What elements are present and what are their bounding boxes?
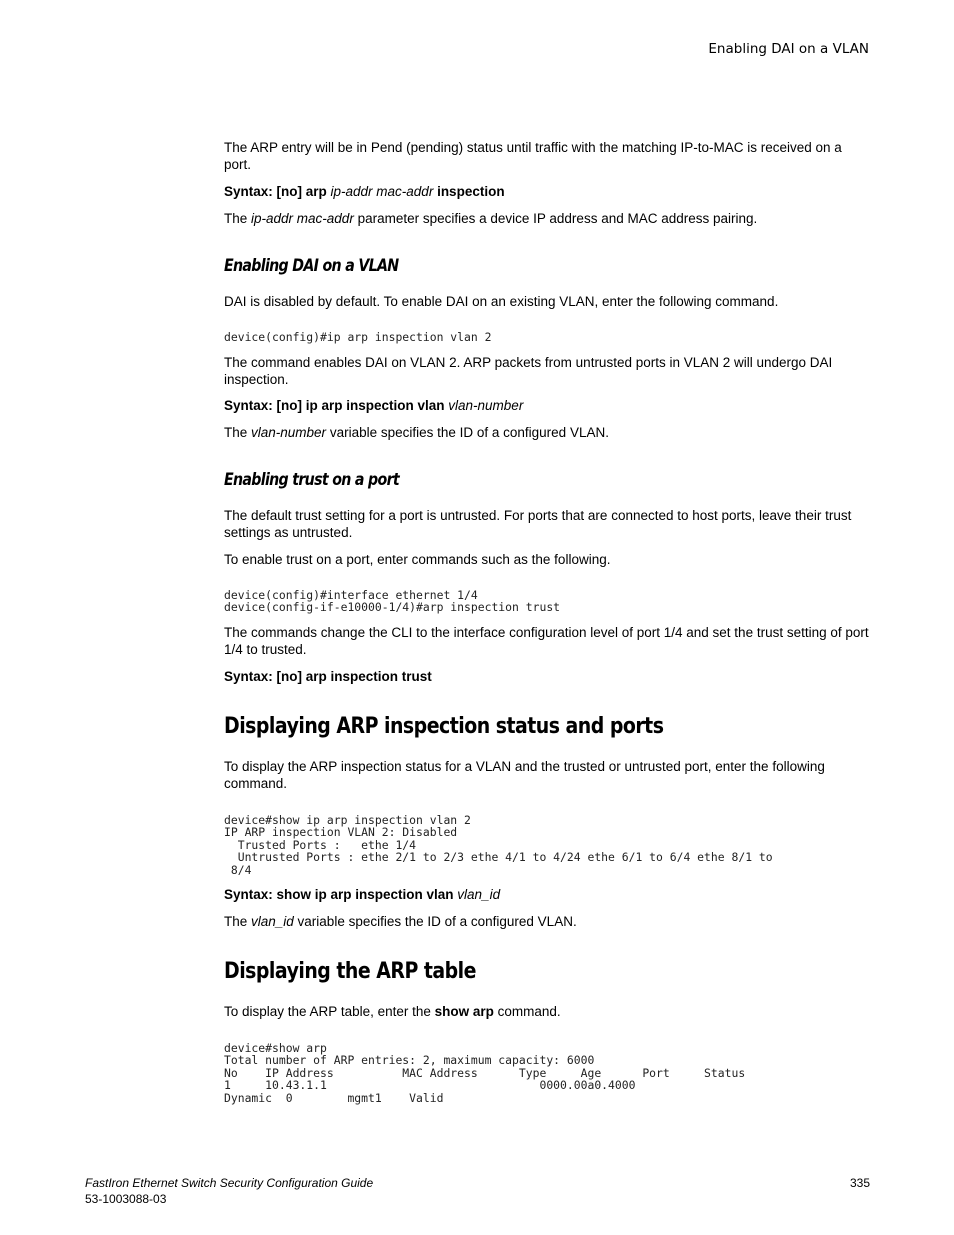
table-code-block: device#show arp Total number of ARP entries: 2, maximum capacity: 6000 No IP Address MAC Address Type Age Port Status 1 10.43.1.1 0000.00a0.4000 Dynamic 0 mgmt1 Valid [224, 1041, 746, 1105]
status-code-block: device#show ip arp inspection vlan 2 IP ARP inspection VLAN 2: Disabled Trusted Ports : ethe 1/4 Untrusted Ports : ethe 2/1 to 2/3 ethe 4/1 to 4/24 ethe 6/1 to 6/4 ethe 8/1 to 8/4 [224, 813, 773, 877]
heading-displaying-arp-inspection: Displaying ARP inspection status and ports [224, 714, 664, 739]
intro-parameter-description: The ip-addr mac-addr parameter specifies a device IP address and MAC address pairing. [224, 211, 758, 226]
status-syntax: Syntax: show ip arp inspection vlan vlan_id [224, 887, 501, 902]
intro-paragraph: The ARP entry will be in Pend (pending) status until traffic with the matching IP-to-MAC is received on a port. [224, 140, 842, 172]
footer-left [85, 1175, 373, 1207]
dai-variable-description: The vlan-number variable specifies the ID of a configured VLAN. [224, 425, 609, 440]
dai-paragraph: DAI is disabled by default. To enable DAI on an existing VLAN, enter the following command. [224, 294, 779, 309]
heading-enabling-dai: Enabling DAI on a VLAN [224, 256, 399, 275]
footer-page-number: 335 [849, 1176, 870, 1190]
trust-paragraph: The default trust setting for a port is untrusted. For ports that are connected to host ports, leave their trust settings as untrusted. [224, 508, 852, 540]
dai-command-description: The command enables DAI on VLAN 2. ARP packets from untrusted ports in VLAN 2 will undergo DAI inspection. [224, 355, 833, 387]
running-header: Enabling DAI on a VLAN [708, 41, 869, 57]
dai-code-block: device(config)#ip arp inspection vlan 2 [224, 330, 492, 344]
status-variable-description: The vlan_id variable specifies the ID of a configured VLAN. [224, 914, 577, 929]
dai-syntax: Syntax: [no] ip arp inspection vlan vlan-number [224, 398, 524, 413]
heading-enabling-trust: Enabling trust on a port [224, 470, 399, 489]
status-paragraph: To display the ARP inspection status for a VLAN and the trusted or untrusted port, enter the following command. [224, 759, 825, 791]
intro-syntax: Syntax: [no] arp ip-addr mac-addr inspection [224, 184, 505, 199]
trust-command-description: The commands change the CLI to the interface configuration level of port 1/4 and set the trust setting of port 1/4 to trusted. [224, 625, 869, 657]
trust-syntax: Syntax: [no] arp inspection trust [224, 669, 432, 684]
footer-document-number: 53-1003088-03 [85, 1192, 167, 1206]
footer-document-title: FastIron Ethernet Switch Security Configuration Guide [85, 1176, 374, 1190]
trust-code-block: device(config)#interface ethernet 1/4 device(config-if-e10000-1/4)#arp inspection trust [224, 588, 561, 615]
heading-displaying-arp-table: Displaying the ARP table [224, 959, 476, 984]
table-paragraph: To display the ARP table, enter the show arp command. [224, 1004, 561, 1019]
trust-instruction: To enable trust on a port, enter commands such as the following. [224, 552, 611, 567]
